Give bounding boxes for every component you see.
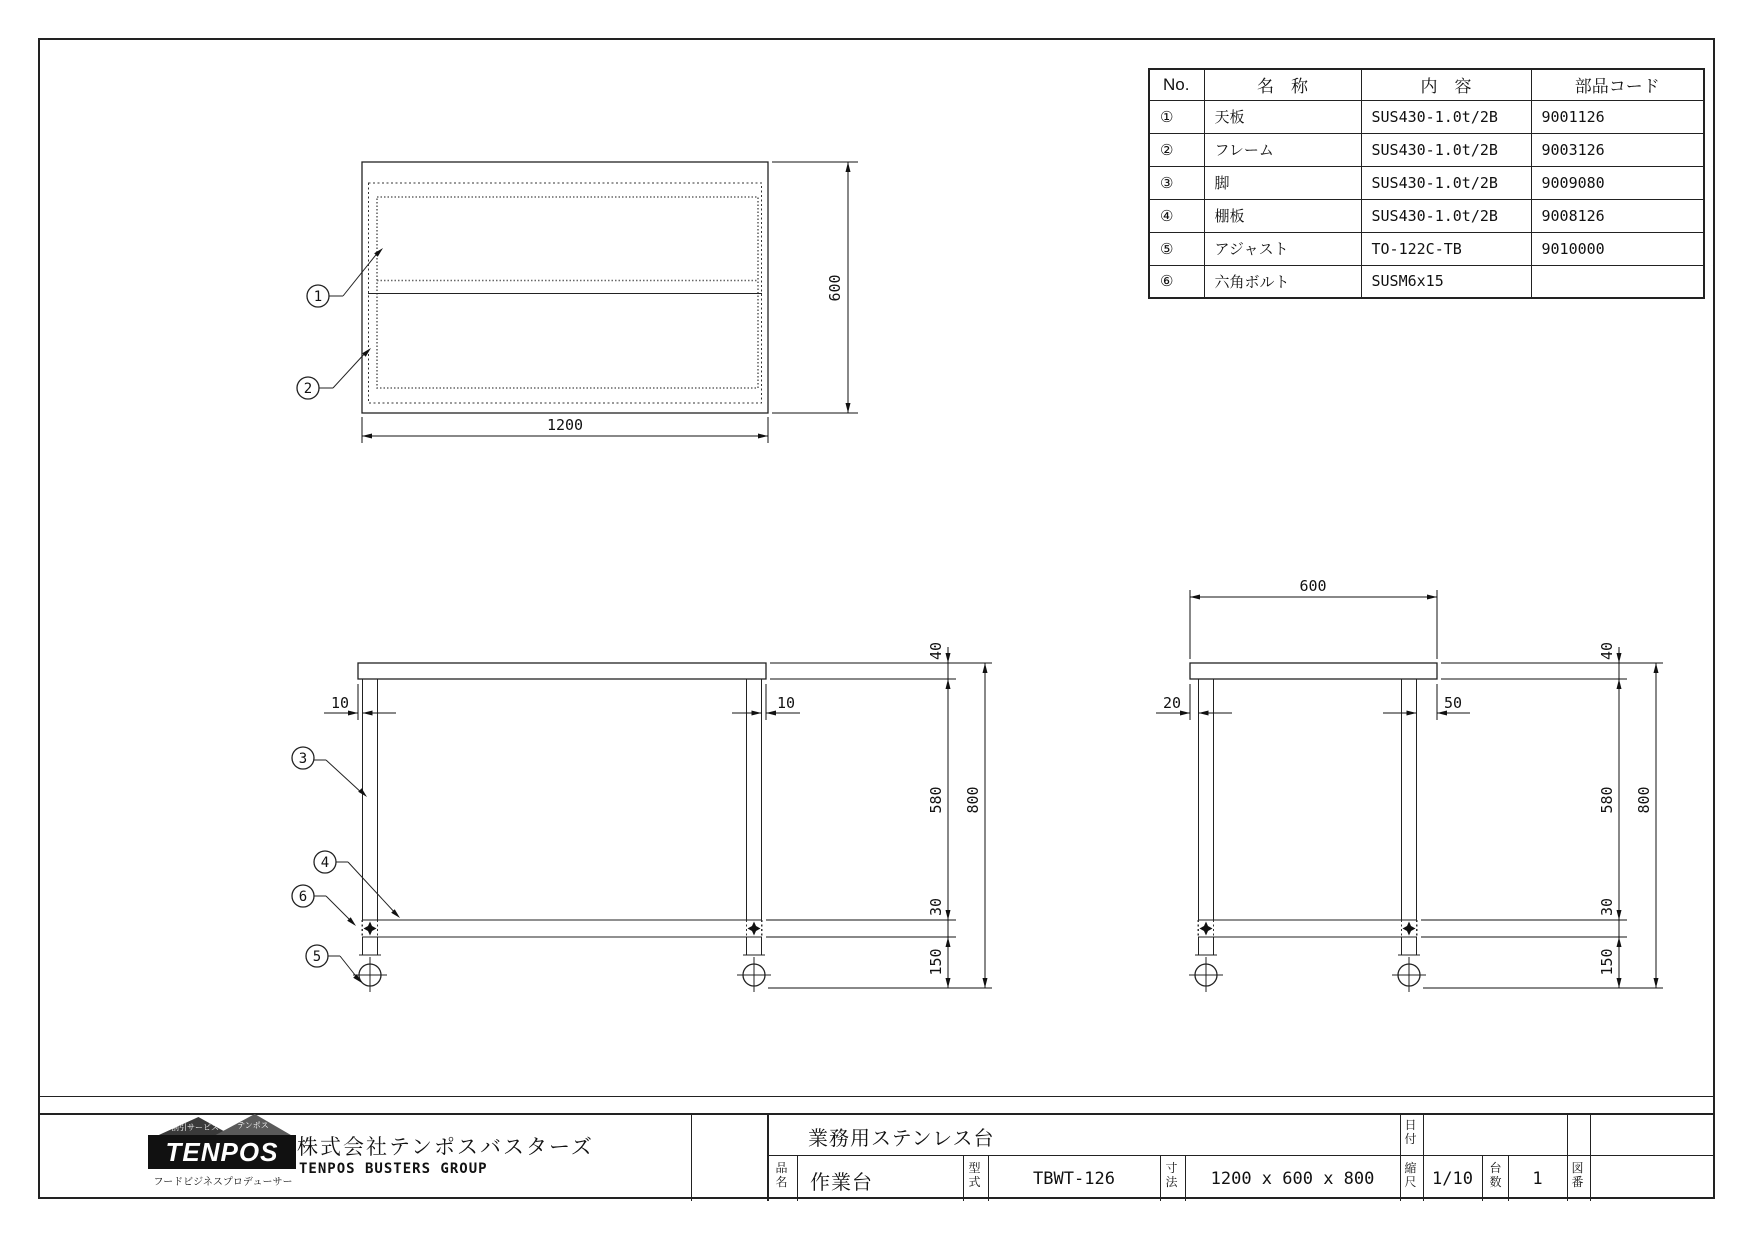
dim-side-right-inset: 50	[1443, 694, 1463, 712]
svg-text:2: 2	[303, 381, 313, 397]
table-row	[1149, 100, 1704, 133]
table-row	[1149, 199, 1704, 232]
svg-text:4: 4	[320, 855, 330, 871]
front-view-height-dimensions	[766, 642, 992, 988]
part-code: 9008126	[1531, 199, 1704, 232]
model-label: 型式	[968, 1161, 981, 1189]
company-name-jp: 株式会社テンポスバスターズ	[297, 1136, 594, 1159]
dim-front-leg-h: 580	[927, 786, 945, 814]
front-view-linework	[358, 663, 766, 955]
scale-label: 縮尺	[1404, 1161, 1417, 1189]
dim-side-plate-h: 40	[1598, 641, 1616, 661]
dim-front-right-inset: 10	[776, 694, 796, 712]
part-content: SUS430-1.0t/2B	[1361, 100, 1531, 133]
quantity-value: 1	[1532, 1169, 1543, 1189]
part-no: ④	[1149, 199, 1204, 232]
part-name: 脚	[1204, 166, 1361, 199]
product-title: 業務用ステンレス台	[808, 1128, 995, 1150]
part-code: 9001126	[1531, 100, 1704, 133]
dim-front-left-inset: 10	[330, 694, 350, 712]
scale-value: 1/10	[1432, 1169, 1473, 1189]
part-content: SUSM6x15	[1361, 265, 1531, 298]
part-no: ①	[1149, 100, 1204, 133]
svg-text:1: 1	[313, 289, 323, 305]
top-view-linework	[362, 162, 768, 413]
part-no: ③	[1149, 166, 1204, 199]
dim-front-overall-h: 800	[964, 786, 982, 814]
svg-text:6: 6	[298, 889, 308, 905]
size-value: 1200 x 600 x 800	[1210, 1169, 1375, 1189]
part-name: アジャスト	[1204, 232, 1361, 265]
part-name: 天板	[1204, 100, 1361, 133]
table-row	[1149, 232, 1704, 265]
top-view-depth-dimension	[772, 162, 858, 413]
company-name-en: TENPOS BUSTERS GROUP	[299, 1161, 488, 1177]
side-view-adjuster-feet	[1189, 955, 1426, 992]
part-name: フレーム	[1204, 133, 1361, 166]
dim-side-depth: 600	[1299, 577, 1327, 595]
tenpos-logo	[148, 1114, 298, 1192]
col-header-name: 名 称	[1204, 69, 1361, 100]
part-code: 9010000	[1531, 232, 1704, 265]
front-view-bolt-symbols	[364, 922, 761, 936]
date-label: 日付	[1404, 1118, 1417, 1146]
parts-list-table	[1148, 68, 1705, 299]
item-value: 作業台	[810, 1172, 873, 1194]
dim-front-foot-h: 150	[927, 948, 945, 976]
part-content: SUS430-1.0t/2B	[1361, 166, 1531, 199]
part-name: 六角ボルト	[1204, 265, 1361, 298]
callout-3-leg	[292, 747, 367, 797]
part-code	[1531, 265, 1704, 298]
side-view-bolt-symbols	[1200, 922, 1416, 936]
logo-roof-left-text: 割引サービス	[171, 1123, 219, 1132]
callout-5-adjuster	[306, 945, 362, 983]
part-no: ⑤	[1149, 232, 1204, 265]
callout-2-frame	[297, 348, 371, 399]
part-content: TO-122C-TB	[1361, 232, 1531, 265]
top-view-width-dimension	[362, 416, 768, 443]
side-view-left-inset-dimension	[1156, 684, 1232, 720]
svg-text:5: 5	[312, 949, 322, 965]
front-view-left-inset-dimension	[324, 684, 396, 720]
side-view-right-inset-dimension	[1383, 684, 1470, 720]
part-name: 棚板	[1204, 199, 1361, 232]
callout-6-hex-bolt	[292, 885, 356, 926]
logo-roof-right-text: テンポス	[237, 1121, 269, 1130]
part-code: 9009080	[1531, 166, 1704, 199]
callout-1-tabletop	[307, 248, 383, 307]
dim-side-foot-h: 150	[1598, 948, 1616, 976]
logo-tagline: フードビジネスプロデューサー	[153, 1177, 293, 1188]
dim-side-shelf-t: 30	[1598, 897, 1616, 917]
parts-table-header-row	[1149, 69, 1704, 100]
part-content: SUS430-1.0t/2B	[1361, 199, 1531, 232]
table-row	[1149, 166, 1704, 199]
side-view-linework	[1190, 663, 1437, 955]
dim-side-left-inset: 20	[1162, 694, 1182, 712]
dim-side-overall-h: 800	[1635, 786, 1653, 814]
logo-wordmark: TENPOS	[165, 1136, 279, 1167]
col-header-no: No.	[1149, 69, 1204, 100]
item-label: 品名	[775, 1161, 788, 1189]
front-view-adjuster-feet	[353, 955, 771, 992]
dim-side-leg-h: 580	[1598, 786, 1616, 814]
table-row	[1149, 133, 1704, 166]
dim-top-depth: 600	[826, 274, 844, 302]
part-no: ②	[1149, 133, 1204, 166]
callout-4-shelf	[314, 851, 400, 918]
dim-front-plate-h: 40	[927, 641, 945, 661]
col-header-code: 部品コード	[1531, 69, 1704, 100]
dim-front-shelf-t: 30	[927, 897, 945, 917]
size-label: 寸法	[1165, 1161, 1178, 1189]
dim-top-width: 1200	[546, 416, 584, 434]
quantity-label: 台数	[1489, 1161, 1502, 1189]
part-no: ⑥	[1149, 265, 1204, 298]
drawing-number-label: 図番	[1571, 1161, 1584, 1189]
col-header-content: 内 容	[1361, 69, 1531, 100]
table-row	[1149, 265, 1704, 298]
side-view-depth-dimension	[1190, 577, 1437, 659]
logo-banner	[148, 1135, 296, 1169]
svg-text:3: 3	[298, 751, 308, 767]
front-view-right-inset-dimension	[732, 684, 800, 720]
part-code: 9003126	[1531, 133, 1704, 166]
part-content: SUS430-1.0t/2B	[1361, 133, 1531, 166]
model-value: TBWT-126	[1033, 1169, 1115, 1189]
